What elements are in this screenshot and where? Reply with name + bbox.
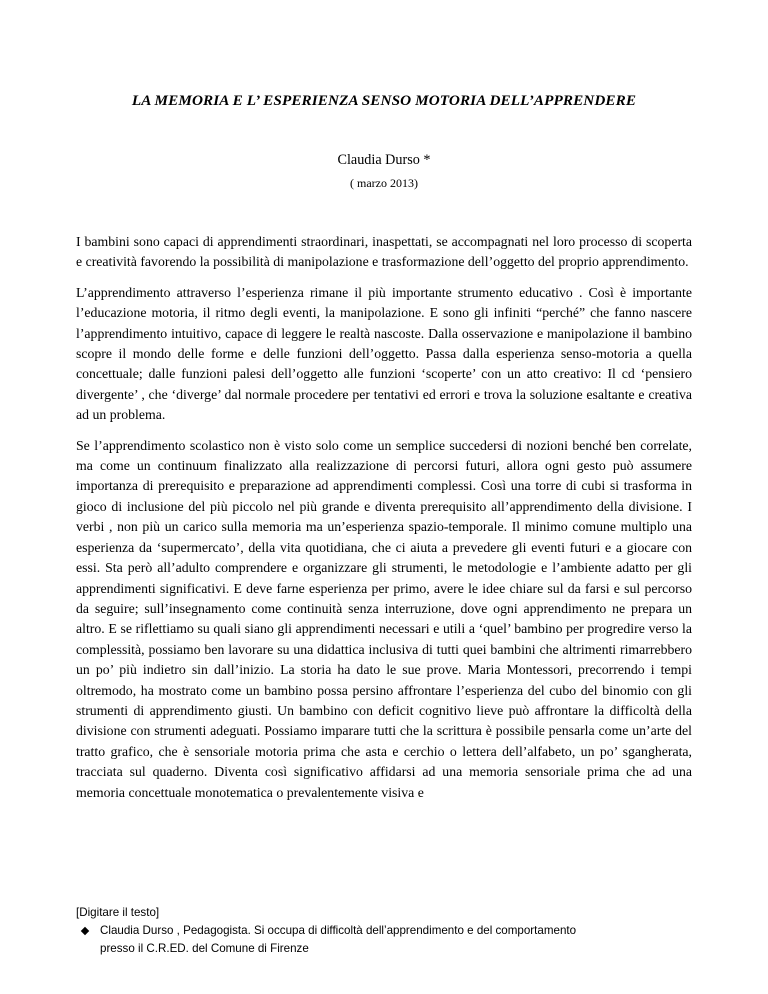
paragraph-3: Se l’apprendimento scolastico non è visto solo come un semplice succedersi di nozioni benché ben correlate, ma come un continuum finalizzato alla realizzazione di percorsi futuri, allora ogni gesto può assumere importanza di prerequisito e preparazione ad apprendimenti complessi. Così una torre di cubi si trasforma in gioco di inclusione del più piccolo nel più grande e diventa prerequisito all’apprendimento della divisione. I verbi , non più un carico sulla memoria ma un’esperienza spazio-temporale. Il minimo comune multiplo una esperienza da ‘supermercato’, della vita quotidiana, che ci aiuta a prevedere gli eventi futuri e a giocare con essi. Sta però all’adulto comprendere e organizzare gli strumenti, le metodologie e l’ambiente adatto per gli apprendimenti significativi. E deve farne esperienza per primo, avere le idee chiare sul da farsi e sul percorso da seguire; sull’insegnamento come continuità senza interruzione, dove ogni apprendimento ne prepara un altro. E se riflettiamo su quali siano gli apprendimenti necessari e utili a ‘quel’ bambino per progredire verso la complessità, possiamo ben lavorare su una didattica inclusiva di tutti quei bambini che altrimenti rimarrebbero un po’ più indietro sin dall’inizio. La storia ha dato le sue prove. Maria Montessori, precorrendo i tempi oltremodo, ha mostrato come un bambino possa persino affrontare l’esperienza del cubo del binomio con gli strumenti di apprendimento giusti. Un bambino con deficit cognitivo lieve può affrontare la difficoltà della divisione con strumenti adeguati. Possiamo imparare tutti che la scrittura è possibile pensarla come un’arte del tratto grafico, che è sensoriale motoria prima che asta e cerchio o lettera dell’alfabeto, un po’ sgangherata, tracciata sul quaderno. Diventa così significativo affidarsi ad una memoria sensoriale prima che ad una memoria concettuale monotematica o prevalentemente visiva e [76, 437, 692, 800]
footnote-line-1: Claudia Durso , Pedagogista. Si occupa di difficoltà dell’apprendimento e del comportamento [100, 924, 577, 937]
body-text [76, 232, 692, 813]
footnote-text [100, 922, 692, 958]
paragraph-1: I bambini sono capaci di apprendimenti straordinari, inaspettati, se accompagnati nel loro processo di scoperta e creatività favorendo la possibilità di manipolazione e trasformazione dell’oggetto del proprio apprendimento. [76, 234, 692, 270]
publication-date: ( marzo 2013) [350, 176, 418, 190]
page-footer [76, 904, 692, 958]
paragraph-2: L’apprendimento attraverso l’esperienza rimane il più importante strumento educativo . Così è importante l’educazione motoria, il ritmo degli eventi, la manipolazione. E sono gli infiniti “perché” che fanno nascere l’apprendimento intuitivo, capace di leggere le realtà nascoste. Dalla osservazione e manipolazione il bambino scopre il mondo delle forme e delle funzioni dell’oggetto. Passa dalla esperienza senso-motoria a quella concettuale; dalle funzioni palesi dell’oggetto alle funzioni ‘scoperte’ con un atto creativo: Il cd ‘pensiero divergente’ , che ‘diverge’ dal normale procedere per tentativi ed errori e trova la soluzione esaltante e creativa ad un problema. [76, 284, 692, 423]
diamond-bullet-icon [81, 927, 89, 935]
author-name: Claudia Durso * [337, 152, 431, 168]
footer-placeholder[interactable]: [Digitare il testo] [76, 906, 160, 919]
footnote [76, 922, 692, 958]
document-title: LA MEMORIA E L’ ESPERIENZA SENSO MOTORIA DELL’APPRENDERE [131, 92, 637, 109]
footnote-line-2: presso il C.R.ED. del Comune di Firenze [100, 942, 309, 955]
